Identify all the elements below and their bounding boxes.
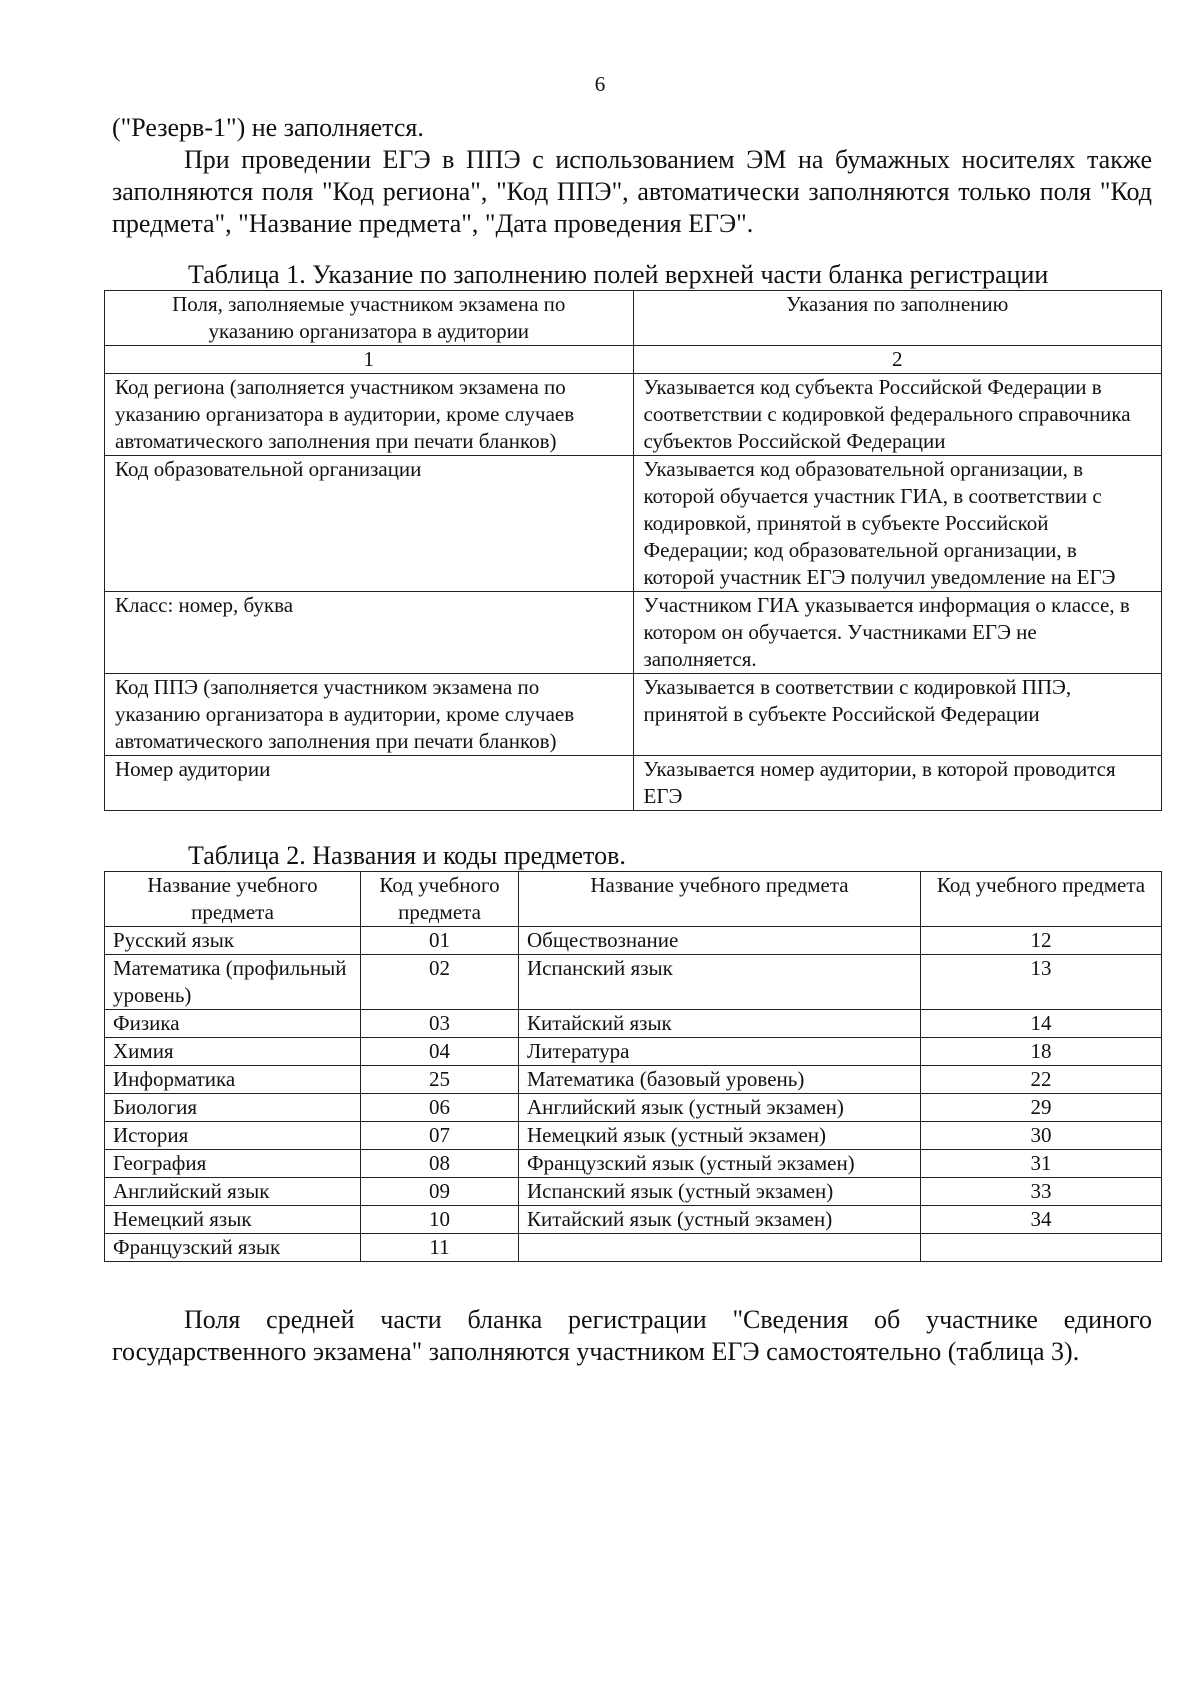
table-row bbox=[105, 456, 1162, 592]
table2-header: Код учебного предмета bbox=[361, 872, 519, 927]
page-number: 6 bbox=[594, 72, 606, 96]
subject-name: Немецкий язык (устный экзамен) bbox=[519, 1122, 921, 1150]
subject-code: 29 bbox=[921, 1094, 1162, 1122]
table1-instruction: Указывается код образовательной организации, в которой обучается участник ГИА, в соответствии с кодировкой, принятой в субъекте Российской Федерации; код образовательной организации, в которой участник ЕГЭ получил уведомление на ЕГЭ bbox=[633, 456, 1162, 592]
subject-code: 06 bbox=[361, 1094, 519, 1122]
table2-header: Название учебного предмета bbox=[519, 872, 921, 927]
subject-name: Биология bbox=[105, 1094, 361, 1122]
subject-code: 12 bbox=[921, 927, 1162, 955]
subject-code: 25 bbox=[361, 1066, 519, 1094]
subject-name: Математика (профильный уровень) bbox=[105, 955, 361, 1010]
table2-header: Код учебного предмета bbox=[921, 872, 1162, 927]
table-row bbox=[105, 374, 1162, 456]
subject-name: Английский язык bbox=[105, 1178, 361, 1206]
subject-code: 07 bbox=[361, 1122, 519, 1150]
subject-name: Китайский язык bbox=[519, 1010, 921, 1038]
table1-caption: Таблица 1. Указание по заполнению полей верхней части бланка регистрации bbox=[188, 260, 1049, 289]
table-row bbox=[105, 1038, 1162, 1066]
table1-col-number: 2 bbox=[633, 346, 1162, 374]
table2-caption: Таблица 2. Названия и коды предметов. bbox=[188, 841, 626, 870]
subject-code: 31 bbox=[921, 1150, 1162, 1178]
table1 bbox=[104, 290, 1162, 811]
subject-name: Испанский язык (устный экзамен) bbox=[519, 1178, 921, 1206]
subject-code: 03 bbox=[361, 1010, 519, 1038]
subject-name: Обществознание bbox=[519, 927, 921, 955]
intro-line: ("Резерв-1") не заполняется. bbox=[112, 113, 424, 142]
subject-name: История bbox=[105, 1122, 361, 1150]
subject-code: 13 bbox=[921, 955, 1162, 1010]
table2 bbox=[104, 871, 1162, 1262]
table-row bbox=[105, 1234, 1162, 1262]
table1-header-row bbox=[105, 291, 1162, 346]
table-row bbox=[105, 592, 1162, 674]
table1-instruction: Указывается код субъекта Российской Федерации в соответствии с кодировкой федерального справочника субъектов Российской Федерации bbox=[633, 374, 1162, 456]
subject-name: Немецкий язык bbox=[105, 1206, 361, 1234]
subject-code bbox=[921, 1234, 1162, 1262]
subject-name: Русский язык bbox=[105, 927, 361, 955]
table-row bbox=[105, 1150, 1162, 1178]
subject-code: 18 bbox=[921, 1038, 1162, 1066]
subject-code: 10 bbox=[361, 1206, 519, 1234]
table1-header-instructions: Указания по заполнению bbox=[633, 291, 1162, 346]
table1-instruction: Указывается в соответствии с кодировкой ППЭ, принятой в субъекте Российской Федерации bbox=[633, 674, 1162, 756]
subject-code: 11 bbox=[361, 1234, 519, 1262]
subject-code: 08 bbox=[361, 1150, 519, 1178]
table1-field: Код ППЭ (заполняется участником экзамена по указанию организатора в аудитории, кроме случаев автоматического заполнения при печати бланков) bbox=[105, 674, 634, 756]
table-row bbox=[105, 756, 1162, 811]
table1-instruction: Указывается номер аудитории, в которой проводится ЕГЭ bbox=[633, 756, 1162, 811]
subject-name: Литература bbox=[519, 1038, 921, 1066]
table-row bbox=[105, 927, 1162, 955]
subject-name: Химия bbox=[105, 1038, 361, 1066]
subject-name: Испанский язык bbox=[519, 955, 921, 1010]
table-row bbox=[105, 674, 1162, 756]
table1-instruction: Участником ГИА указывается информация о классе, в котором он обучается. Участниками ЕГЭ не заполняется. bbox=[633, 592, 1162, 674]
table1-header-fields: Поля, заполняемые участником экзамена по указанию организатора в аудитории bbox=[105, 291, 634, 346]
table-row bbox=[105, 1010, 1162, 1038]
table1-field: Код образовательной организации bbox=[105, 456, 634, 592]
subject-code: 01 bbox=[361, 927, 519, 955]
subject-code: 09 bbox=[361, 1178, 519, 1206]
table-row bbox=[105, 1206, 1162, 1234]
subject-name: Физика bbox=[105, 1010, 361, 1038]
subject-code: 30 bbox=[921, 1122, 1162, 1150]
outro-paragraph: Поля средней части бланка регистрации "Сведения об участнике единого государственного экзамена" заполняются участником ЕГЭ самостоятельно (таблица 3). bbox=[112, 1305, 1152, 1366]
table1-col-number: 1 bbox=[105, 346, 634, 374]
subject-code: 02 bbox=[361, 955, 519, 1010]
subject-code: 04 bbox=[361, 1038, 519, 1066]
table-row bbox=[105, 1122, 1162, 1150]
subject-code: 33 bbox=[921, 1178, 1162, 1206]
table2-body bbox=[105, 927, 1162, 1262]
table1-field: Класс: номер, буква bbox=[105, 592, 634, 674]
subject-name: Китайский язык (устный экзамен) bbox=[519, 1206, 921, 1234]
subject-name bbox=[519, 1234, 921, 1262]
subject-name: География bbox=[105, 1150, 361, 1178]
subject-name: Английский язык (устный экзамен) bbox=[519, 1094, 921, 1122]
table-row bbox=[105, 955, 1162, 1010]
table2-header-row bbox=[105, 872, 1162, 927]
subject-name: Французский язык bbox=[105, 1234, 361, 1262]
intro-paragraph: При проведении ЕГЭ в ППЭ с использованием ЭМ на бумажных носителях также заполняются поля "Код региона", "Код ППЭ", автоматически заполняются только поля "Код предмета", "Название предмета", "Дата проведения ЕГЭ". bbox=[112, 145, 1152, 238]
table1-numbers-row bbox=[105, 346, 1162, 374]
table-row bbox=[105, 1178, 1162, 1206]
table-row bbox=[105, 1094, 1162, 1122]
subject-code: 14 bbox=[921, 1010, 1162, 1038]
table2-header: Название учебного предмета bbox=[105, 872, 361, 927]
table-row bbox=[105, 1066, 1162, 1094]
subject-name: Математика (базовый уровень) bbox=[519, 1066, 921, 1094]
document-body bbox=[112, 112, 1152, 1368]
table1-field: Код региона (заполняется участником экзамена по указанию организатора в аудитории, кроме случаев автоматического заполнения при печати бланков) bbox=[105, 374, 634, 456]
subject-name: Французский язык (устный экзамен) bbox=[519, 1150, 921, 1178]
subject-code: 22 bbox=[921, 1066, 1162, 1094]
subject-code: 34 bbox=[921, 1206, 1162, 1234]
subject-name: Информатика bbox=[105, 1066, 361, 1094]
table1-field: Номер аудитории bbox=[105, 756, 634, 811]
